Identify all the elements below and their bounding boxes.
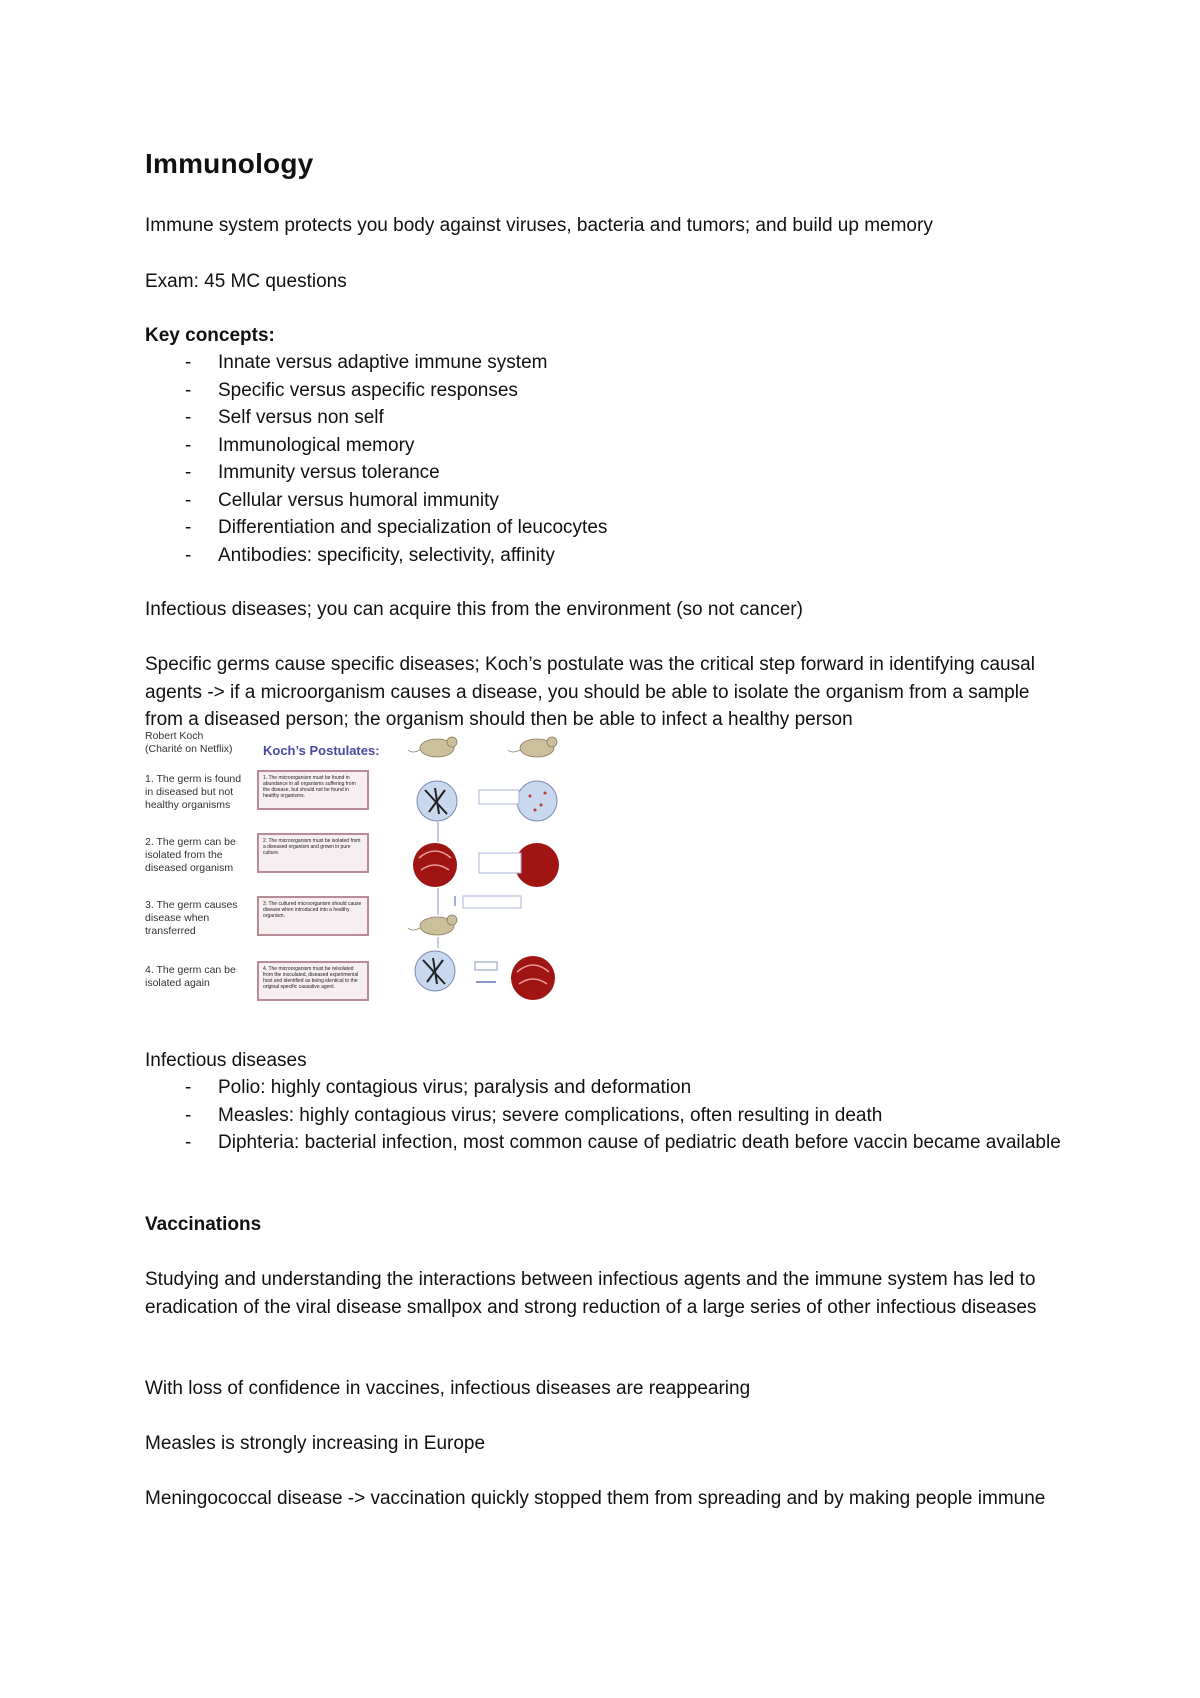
list-item: - Polio: highly contagious virus; paralysis and deformation	[145, 1074, 1065, 1102]
list-item: - Immunity versus tolerance	[145, 459, 1065, 487]
list-item: - Antibodies: specificity, selectivity, affinity	[145, 542, 1065, 570]
vaccinations-paragraph-1: Studying and understanding the interactions between infectious agents and the immune system has led to eradication of the viral disease smallpox and strong reduction of a large series of other infectious diseases	[145, 1269, 1037, 1318]
list-item: - Measles: highly contagious virus; severe complications, often resulting in death	[145, 1102, 1065, 1130]
figure-caption: Robert Koch (Charité on Netflix)	[145, 730, 233, 755]
step-box: 3. The cultured microorganism should cause disease when introduced into a healthy organism.	[257, 896, 369, 936]
vaccinations-heading: Vaccinations	[145, 1214, 262, 1235]
step-box: 4. The microorganism must be reisolated from the inoculated, diseased experimental host and identified as being identical to the original specific causative agent.	[257, 961, 369, 1001]
exam-text: Exam: 45 MC questions	[145, 271, 347, 292]
list-item: - Immunological memory	[145, 432, 1065, 460]
infectious-definition: Infectious diseases; you can acquire this from the environment (so not cancer)	[145, 599, 803, 620]
step-label: 4. The germ can be isolated again	[145, 964, 236, 989]
infectious-heading: Infectious diseases	[145, 1050, 307, 1071]
connector-label-box	[463, 896, 521, 908]
list-item: - Differentiation and specialization of leucocytes	[145, 514, 1065, 542]
page-title: Immunology	[145, 148, 314, 179]
step-label: 1. The germ is found in diseased but not healthy organisms	[145, 773, 242, 811]
intro-text: Immune system protects you body against viruses, bacteria and tumors; and build up memory	[145, 215, 933, 236]
list-item: - Specific versus aspecific responses	[145, 377, 1065, 405]
koch-paragraph: Specific germs cause specific diseases; Koch’s postulate was the critical step forward in identifying causal agents -> if a microorganism causes a disease, you should be able to isolate the organism from a sample from a diseased person; the organism should then be able to infect a healthy person	[145, 654, 1035, 730]
connector-label-box	[479, 790, 519, 804]
step-label: 2. The germ can be isolated from the diseased organism	[145, 836, 236, 874]
mouse-icon	[508, 737, 557, 757]
list-item: - Innate versus adaptive immune system	[145, 349, 1065, 377]
koch-postulates-figure	[145, 730, 595, 1020]
list-item: - Cellular versus humoral immunity	[145, 487, 1065, 515]
connector-label-box	[479, 853, 521, 873]
key-concepts-heading: Key concepts:	[145, 325, 275, 346]
step-box: 1. The microorganism must be found in abundance in all organisms suffering from the disease, but should not be found in healthy organisms.	[257, 770, 369, 810]
vaccinations-paragraph-3: Measles is strongly increasing in Europe	[145, 1433, 486, 1454]
mouse-icon	[408, 737, 457, 757]
vaccinations-paragraph-2: With loss of confidence in vaccines, infectious diseases are reappearing	[145, 1378, 751, 1399]
key-concepts-list	[145, 349, 1065, 569]
bacterial-culture-icon	[511, 956, 555, 1000]
vaccinations-paragraph-4: Meningococcal disease -> vaccination quickly stopped them from spreading and by making people immune	[145, 1488, 1046, 1509]
step-label: 3. The germ causes disease when transferred	[145, 899, 238, 937]
list-item: - Self versus non self	[145, 404, 1065, 432]
figure-heading: Koch’s Postulates:	[263, 743, 380, 758]
mouse-icon	[408, 915, 457, 935]
bacterial-culture-icon	[515, 843, 559, 887]
culture-dish-icon	[517, 781, 557, 821]
infectious-list	[145, 1074, 1065, 1157]
step-box: 2. The microorganism must be isolated from a diseased organism and grown in pure culture.	[257, 833, 369, 873]
list-item: - Diphteria: bacterial infection, most common cause of pediatric death before vaccin became available	[145, 1129, 1065, 1157]
